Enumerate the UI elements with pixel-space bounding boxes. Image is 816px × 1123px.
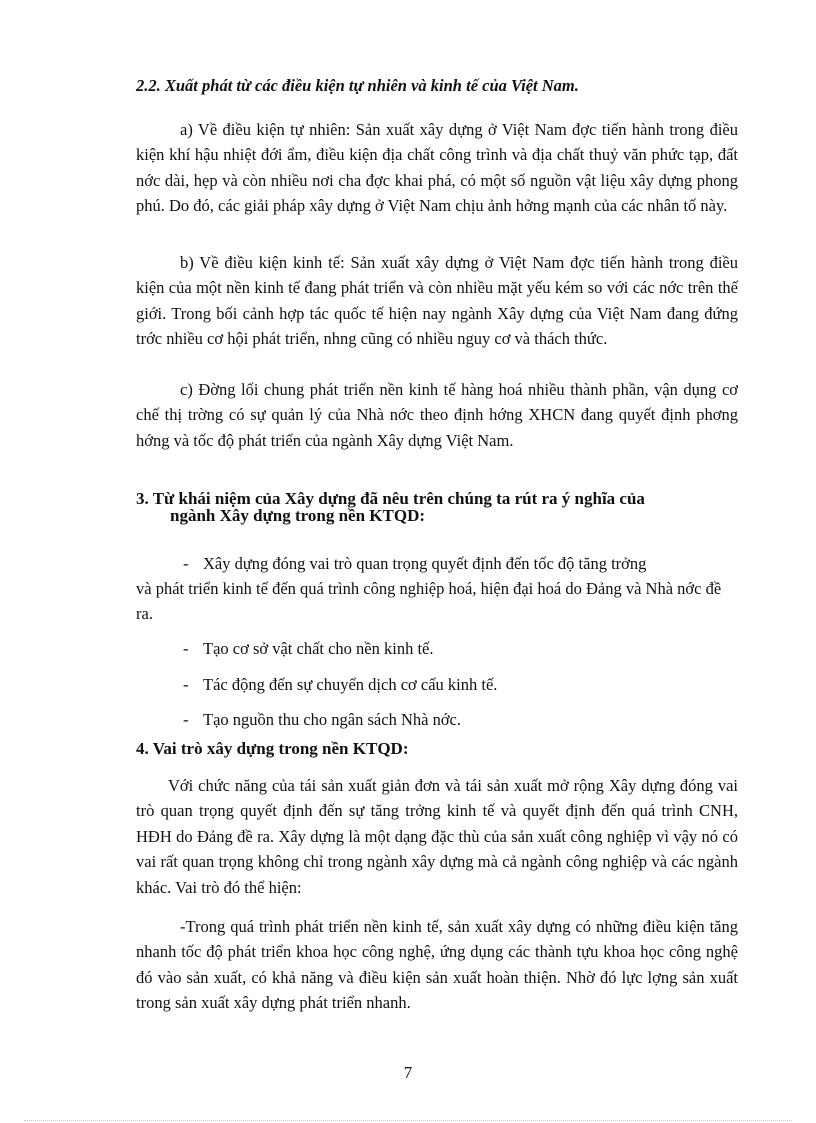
bullet-item-1 — [183, 551, 738, 576]
page-bottom-rule — [24, 1120, 792, 1121]
bullet-dash: - — [183, 639, 189, 658]
paragraph-role-intro: Với chức năng của tái sản xuất giản đơn và tái sản xuất mở rộng Xây dựng đóng vai trò quan trọng quyết định đến sự tăng trởng kinh tế và quyết định đến quá trình CNH, HĐH do Đảng đề ra. Xây dựng là một dạng đặc thù của sản xuất công nghiệp vì vậy nó có vai rất quan trọng không chỉ trong ngành xây dựng mà cả ngành công nghiệp và các ngành khác. Vai trò đó thể hiện: — [136, 776, 738, 897]
section-4-heading: 4. Vai trò xây dựng trong nền KTQD: — [136, 739, 409, 758]
bullet-item-4 — [183, 707, 738, 732]
bullet-dash: - — [183, 675, 189, 694]
section-3-heading — [136, 490, 738, 524]
bullet-dash: - — [183, 710, 189, 729]
bullet-item-1-text: Xây dựng đóng vai trò quan trọng quyết định đến tốc độ tăng trởng — [203, 554, 647, 573]
paragraph-natural-conditions: a) Về điều kiện tự nhiên: Sản xuất xây dựng ở Việt Nam đợc tiến hành trong điều kiện khí hậu nhiệt đới ẩm, điều kiện địa chất công trình và địa chất thuỷ văn phức tạp, đất nớc dài, hẹp và còn nhiều nơi cha đợc khai phá, có một số nguồn vật liệu xây dựng phong phú. Do đó, các giải pháp xây dựng ở Việt Nam chịu ảnh hởng mạnh của các nhân tố này. — [136, 120, 738, 216]
bullet-dash: - — [183, 554, 189, 573]
bullet-item-2 — [183, 636, 738, 661]
bullet-item-4-text: Tạo nguồn thu cho ngân sách Nhà nớc. — [203, 710, 461, 729]
section-3-heading-line-2: ngành Xây dựng trong nền KTQD: — [170, 506, 426, 525]
section-2-2-heading: 2.2. Xuất phát từ các điều kiện tự nhiên và kinh tế của Việt Nam. — [136, 76, 579, 95]
paragraph-role-detail: -Trong quá trình phát triển nền kinh tế, sản xuất xây dựng có những điều kiện tăng nhanh tốc độ phát triển khoa học công nghệ, ứng dụng các thành tựu khoa học công nghệ đó vào sản xuất, có khả năng và điều kiện sản xuất hoàn thiện. Nhờ đó lực lợng sản xuất trong sản xuất xây dựng phát triển nhanh. — [136, 917, 738, 1013]
section-3-heading-line-1: 3. Từ khái niệm của Xây dựng đã nêu trên chúng ta rút ra ý nghĩa của — [136, 489, 645, 508]
bullet-item-3 — [183, 672, 738, 697]
bullet-item-1-continuation: và phát triển kinh tế đến quá trình công nghiệp hoá, hiện đại hoá do Đảng và Nhà nớc đề ra. — [136, 579, 722, 624]
bullet-item-2-text: Tạo cơ sở vật chất cho nền kinh tế. — [203, 639, 434, 658]
bullet-item-3-text: Tác động đến sự chuyển dịch cơ cấu kinh tế. — [203, 675, 498, 694]
paragraph-policy-line: c) Đờng lối chung phát triển nền kinh tế hàng hoá nhiều thành phần, vận dụng cơ chế thị trờng có sự quản lý của Nhà nớc theo định hớng XHCN đang quyết định phơng hớng và tốc độ phát triển của ngành Xây dựng Việt Nam. — [136, 380, 738, 450]
paragraph-economic-conditions: b) Về điều kiện kinh tế: Sản xuất xây dựng ở Việt Nam đợc tiến hành trong điều kiện của một nền kinh tế đang phát triển và còn nhiều mặt yếu kém so với các nớc trên thế giới. Trong bối cảnh hợp tác quốc tế hiện nay ngành Xây dựng của Việt Nam đang đứng trớc nhiều cơ hội phát triển, nhng cũng có nhiều nguy cơ và thách thức. — [136, 253, 738, 349]
page-number: 7 — [403, 1063, 413, 1082]
